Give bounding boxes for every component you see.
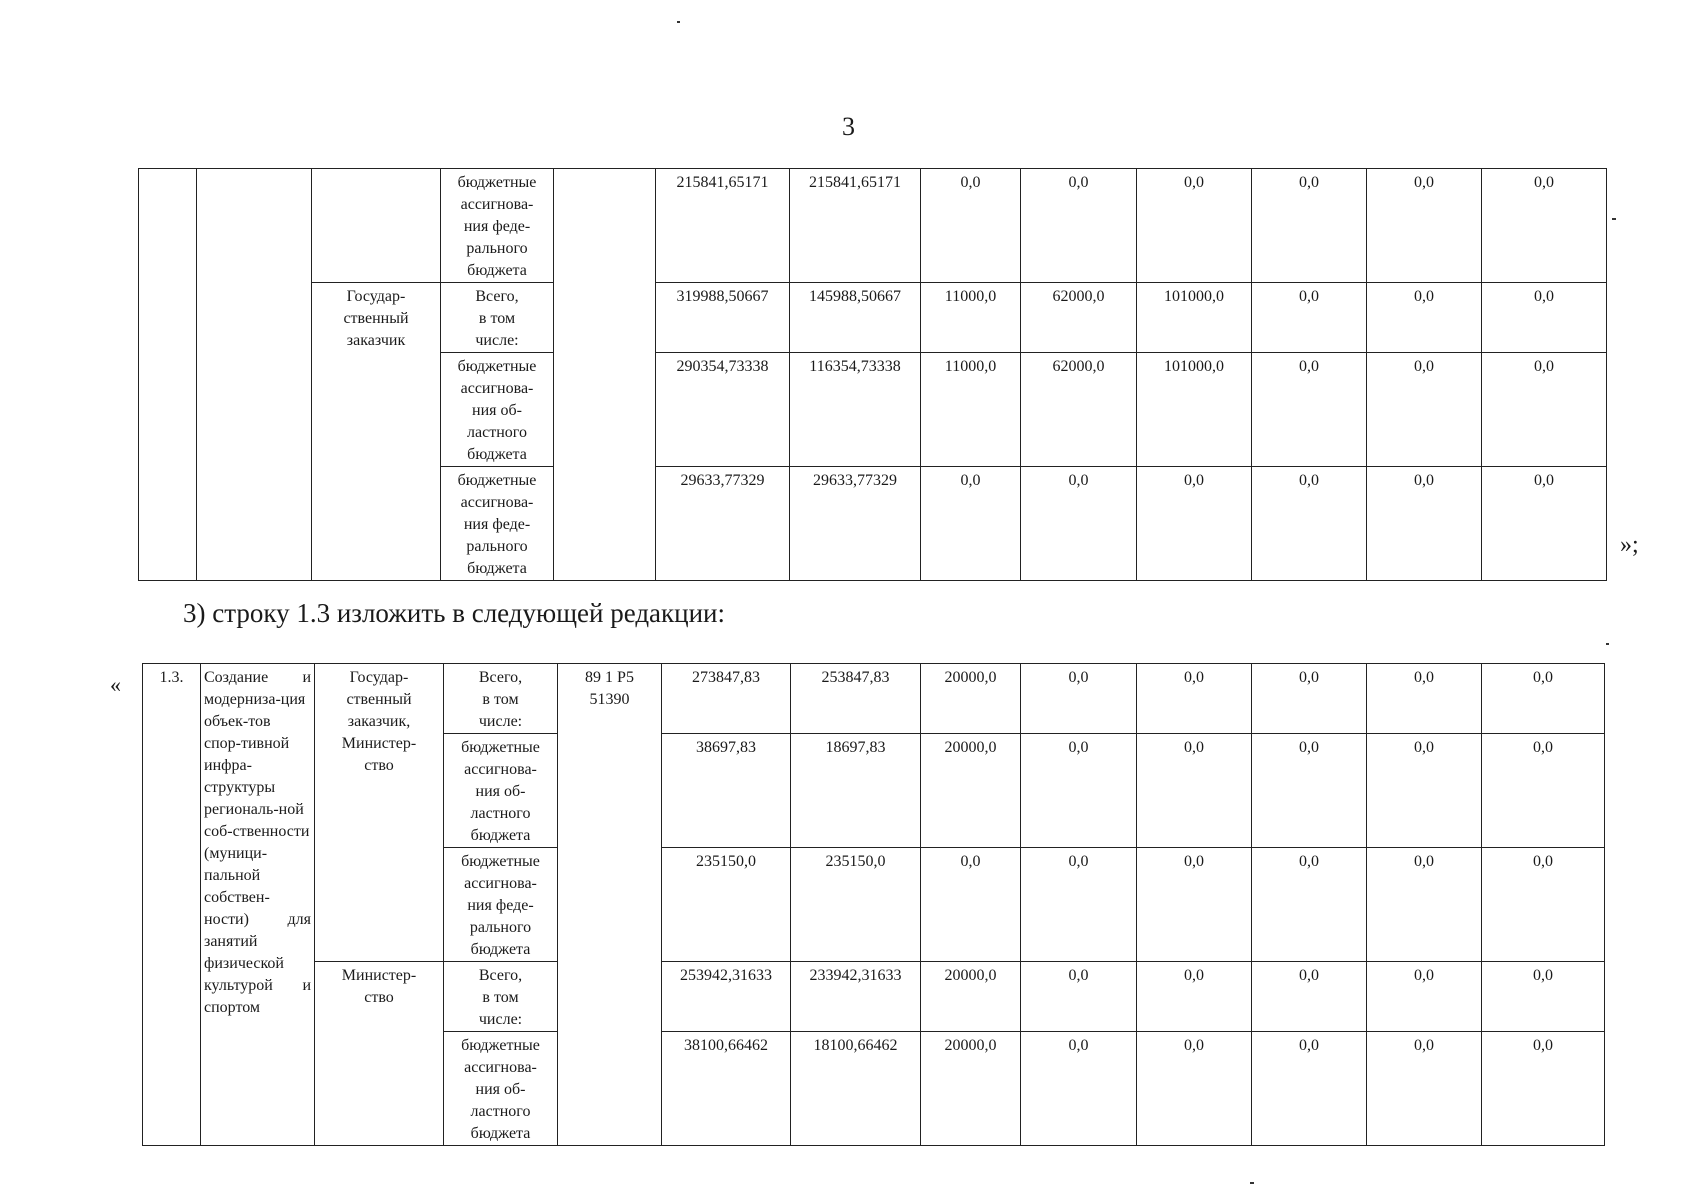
- budget-table-continued: [138, 168, 1607, 581]
- budget-table-row-1-3: [142, 663, 1605, 1146]
- value-cell: 0,0: [921, 848, 1021, 962]
- value-cell: 0,0: [1021, 734, 1137, 848]
- value-cell: 62000,0: [1021, 283, 1137, 353]
- name-cell: [197, 169, 312, 581]
- closing-quote: »;: [1620, 532, 1639, 558]
- source-cell: Всего, в том числе:: [444, 664, 558, 734]
- value-cell: 11000,0: [921, 283, 1021, 353]
- value-cell: 0,0: [1021, 962, 1137, 1032]
- value-cell: 0,0: [1482, 962, 1605, 1032]
- value-cell: 0,0: [1137, 734, 1252, 848]
- value-cell: 18697,83: [791, 734, 921, 848]
- value-cell: 116354,73338: [790, 353, 921, 467]
- page-number: 3: [842, 112, 855, 141]
- table-row: [143, 664, 1605, 734]
- value-cell: 0,0: [1137, 169, 1252, 283]
- source-cell: бюджетные ассигнова- ния феде- рального бюджета: [441, 169, 554, 283]
- row-number-cell: 1.3.: [143, 664, 201, 1146]
- value-cell: 38697,83: [662, 734, 791, 848]
- value-cell: 0,0: [1021, 664, 1137, 734]
- value-cell: 0,0: [1482, 1032, 1605, 1146]
- source-cell: Всего, в том числе:: [441, 283, 554, 353]
- value-cell: 0,0: [1367, 1032, 1482, 1146]
- value-cell: 29633,77329: [656, 467, 790, 581]
- value-cell: 0,0: [1367, 353, 1482, 467]
- value-cell: 0,0: [1482, 734, 1605, 848]
- value-cell: 0,0: [1482, 664, 1605, 734]
- table-row: [143, 962, 1605, 1032]
- value-cell: 0,0: [1367, 734, 1482, 848]
- value-cell: 20000,0: [921, 962, 1021, 1032]
- value-cell: 62000,0: [1021, 353, 1137, 467]
- customer-cell: Государ- ственный заказчик: [312, 283, 441, 581]
- budget-code-cell: 89 1 P5 51390: [558, 664, 662, 1146]
- value-cell: 0,0: [1021, 848, 1137, 962]
- scan-speck: [1250, 1182, 1254, 1184]
- source-cell: Всего, в том числе:: [444, 962, 558, 1032]
- value-cell: 0,0: [1482, 353, 1607, 467]
- source-cell: бюджетные ассигнова- ния об- ластного бюджета: [444, 1032, 558, 1146]
- value-cell: 235150,0: [662, 848, 791, 962]
- value-cell: 0,0: [1252, 1032, 1367, 1146]
- scan-speck: [1606, 643, 1609, 645]
- value-cell: 290354,73338: [656, 353, 790, 467]
- value-cell: 0,0: [1252, 962, 1367, 1032]
- value-cell: 0,0: [1021, 169, 1137, 283]
- source-cell: бюджетные ассигнова- ния об- ластного бюджета: [444, 734, 558, 848]
- value-cell: 0,0: [1367, 283, 1482, 353]
- value-cell: 215841,65171: [656, 169, 790, 283]
- value-cell: 0,0: [1367, 962, 1482, 1032]
- value-cell: 233942,31633: [791, 962, 921, 1032]
- number-cell: [139, 169, 197, 581]
- value-cell: 0,0: [1021, 1032, 1137, 1146]
- table-row: [139, 169, 1607, 283]
- value-cell: 0,0: [921, 169, 1021, 283]
- value-cell: 0,0: [1137, 1032, 1252, 1146]
- value-cell: 11000,0: [921, 353, 1021, 467]
- value-cell: 0,0: [1137, 467, 1252, 581]
- value-cell: 38100,66462: [662, 1032, 791, 1146]
- scan-speck: [677, 21, 680, 23]
- table-row: [139, 283, 1607, 353]
- value-cell: 0,0: [1252, 467, 1367, 581]
- value-cell: 215841,65171: [790, 169, 921, 283]
- value-cell: 0,0: [1367, 848, 1482, 962]
- value-cell: 0,0: [1021, 467, 1137, 581]
- value-cell: 101000,0: [1137, 353, 1252, 467]
- source-cell: бюджетные ассигнова- ния об- ластного бюджета: [441, 353, 554, 467]
- customer-cell: Министер- ство: [315, 962, 444, 1146]
- activity-name-cell: Создание и модерниза-ция объек-тов спор-тивной инфра-структуры региональ-ной соб-ственности (муници-пальной собствен-ности) для занятий физической культурой и спортом: [201, 664, 315, 1146]
- value-cell: 273847,83: [662, 664, 791, 734]
- value-cell: 0,0: [1252, 283, 1367, 353]
- value-cell: 18100,66462: [791, 1032, 921, 1146]
- section-heading: 3) строку 1.3 изложить в следующей редакции:: [183, 598, 726, 628]
- value-cell: 253942,31633: [662, 962, 791, 1032]
- value-cell: 0,0: [1252, 169, 1367, 283]
- value-cell: 0,0: [921, 467, 1021, 581]
- value-cell: 29633,77329: [790, 467, 921, 581]
- value-cell: 145988,50667: [790, 283, 921, 353]
- value-cell: 0,0: [1252, 664, 1367, 734]
- value-cell: 0,0: [1137, 664, 1252, 734]
- value-cell: 0,0: [1367, 467, 1482, 581]
- value-cell: 0,0: [1482, 283, 1607, 353]
- value-cell: 0,0: [1482, 169, 1607, 283]
- value-cell: 0,0: [1137, 962, 1252, 1032]
- code-cell: [554, 169, 656, 581]
- value-cell: 253847,83: [791, 664, 921, 734]
- scan-speck: [1612, 218, 1616, 220]
- customer-cell: [312, 169, 441, 283]
- value-cell: 101000,0: [1137, 283, 1252, 353]
- customer-cell: Государ- ственный заказчик, Министер- ство: [315, 664, 444, 962]
- value-cell: 0,0: [1252, 848, 1367, 962]
- value-cell: 319988,50667: [656, 283, 790, 353]
- value-cell: 20000,0: [921, 1032, 1021, 1146]
- value-cell: 0,0: [1482, 848, 1605, 962]
- value-cell: 0,0: [1137, 848, 1252, 962]
- value-cell: 0,0: [1252, 734, 1367, 848]
- value-cell: 235150,0: [791, 848, 921, 962]
- source-cell: бюджетные ассигнова- ния феде- рального бюджета: [441, 467, 554, 581]
- value-cell: 20000,0: [921, 734, 1021, 848]
- source-cell: бюджетные ассигнова- ния феде- рального бюджета: [444, 848, 558, 962]
- value-cell: 0,0: [1482, 467, 1607, 581]
- value-cell: 0,0: [1252, 353, 1367, 467]
- value-cell: 20000,0: [921, 664, 1021, 734]
- opening-quote: «: [110, 672, 121, 697]
- value-cell: 0,0: [1367, 169, 1482, 283]
- value-cell: 0,0: [1367, 664, 1482, 734]
